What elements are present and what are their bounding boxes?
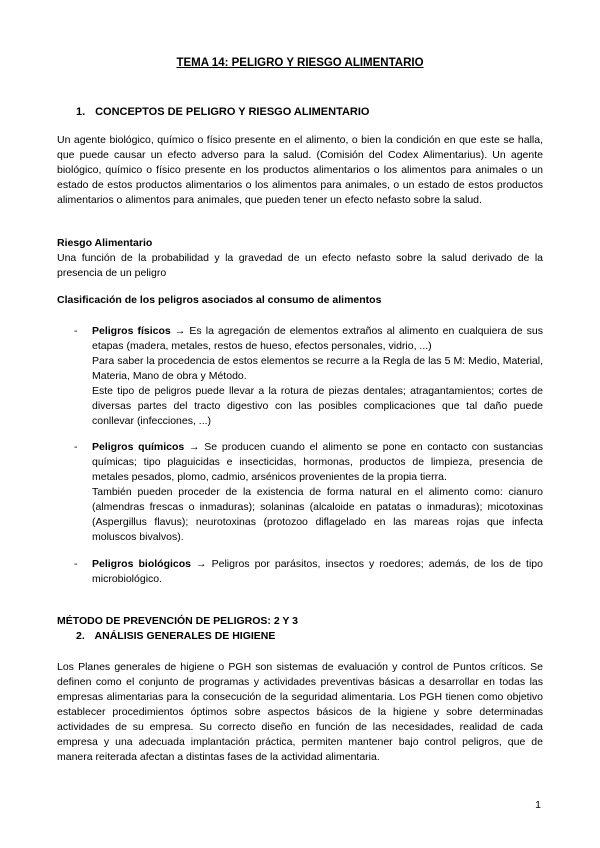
term-biologicos: Peligros biológicos	[92, 558, 191, 570]
section-1-heading	[76, 106, 370, 118]
section-2-number: 2.	[76, 630, 85, 642]
section-2-title: ANÁLISIS GENERALES DE HIGIENE	[94, 630, 276, 642]
page-title: TEMA 14: PELIGRO Y RIESGO ALIMENTARIO	[176, 57, 424, 69]
metodo-heading: MÉTODO DE PREVENCIÓN DE PELIGROS: 2 Y 3	[57, 615, 298, 627]
metodo-paragraph: Los Planes generales de higiene o PGH son sistemas de evaluación y control de Puntos críticos. Se definen como el conjunto de programas y actividades preventivas básicas a desarrollar en todas las empresas alimentarias para la consecución de la seguridad alimentaria. Los PGH tienen como objetivo establecer procedimientos óptimos sobre aspectos básicos de la higiene y sobre determinadas actividades de su empresa. Su correcto diseño en función de las necesidades, realidad de cada empresa y una adecuada implantación práctica, permiten mantener bajo control peligros, que de manera reiterada afectan a distintas fases de la actividad alimentaria.	[57, 661, 543, 763]
list-dash: -	[74, 441, 78, 453]
fisicos-p2: Para saber la procedencia de estos elementos se recurre a la Regla de las 5 M: Medio, Material, Materia, Mano de obra y Método.	[92, 355, 543, 382]
section-1-paragraph: Un agente biológico, químico o físico presente en el alimento, o bien la condición en que este se halla, que puede causar un efecto adverso para la salud. (Comisión del Codex Alimentarius). Un agente biológico, químico o físico presente en los productos alimentarios o los alimentos para animales o un estado de estos productos alimentarios o los alimentos para animales, o un estado de estos productos alimentarios o alimentos para animales, que pueden tener un efecto nefasto sobre la salud.	[57, 134, 543, 206]
list-dash: -	[74, 325, 78, 337]
list-item-fisicos	[57, 324, 543, 429]
list-dash: -	[74, 558, 78, 570]
fisicos-p3: Este tipo de peligros puede llevar a la rotura de piezas dentales; atragantamientos; cortes de diversas partes del tracto digestivo con las posibles complicaciones que tal daño puede conllevar (infecciones, ...)	[92, 385, 543, 427]
biologicos-p1: Peligros por parásitos, insectos y roedores; además, de los de tipo microbiológico.	[92, 558, 543, 585]
arrow-icon: →	[184, 441, 205, 453]
arrow-icon: →	[191, 558, 212, 570]
quimicos-p1: Se producen cuando el alimento se pone en contacto con sustancias químicas; tipo plaguicidas e insecticidas, hormonas, productos de limpieza, presencia de metales pesados, plomo, cadmio, arsénicos provenientes de la propia tierra.	[92, 441, 543, 483]
list-item-biologicos	[57, 557, 543, 587]
page-number: 1	[535, 799, 541, 811]
clasificacion-heading: Clasificación de los peligros asociados al consumo de alimentos	[57, 294, 382, 306]
section-1-title: CONCEPTOS DE PELIGRO Y RIESGO ALIMENTARIO	[95, 106, 370, 118]
quimicos-p2: También pueden proceder de la existencia de forma natural en el alimento como: cianuro (almendras frescas o inmaduras); solaninas (alcaloide en patatas o inmaduras); micotoxinas (Aspergillus flavus); neurotoxinas (protozoo diflagelado en las mareas rojas que infecta moluscos bivalvos).	[92, 486, 543, 543]
term-quimicos: Peligros químicos	[92, 441, 185, 453]
riesgo-heading: Riesgo Alimentario	[57, 237, 153, 249]
riesgo-text: Una función de la probabilidad y la gravedad de un efecto nefasto sobre la salud derivado de la presencia de un peligro	[57, 252, 543, 279]
fisicos-p1: Es la agregación de elementos extraños al alimento en cualquiera de sus etapas (madera, metales, restos de hueso, efectos personales, vidrio, ...)	[92, 325, 543, 352]
section-1-number: 1.	[76, 106, 86, 118]
term-fisicos: Peligros físicos	[92, 325, 171, 337]
list-item-quimicos	[57, 440, 543, 545]
arrow-icon: →	[170, 325, 190, 337]
section-2-heading	[76, 630, 275, 642]
